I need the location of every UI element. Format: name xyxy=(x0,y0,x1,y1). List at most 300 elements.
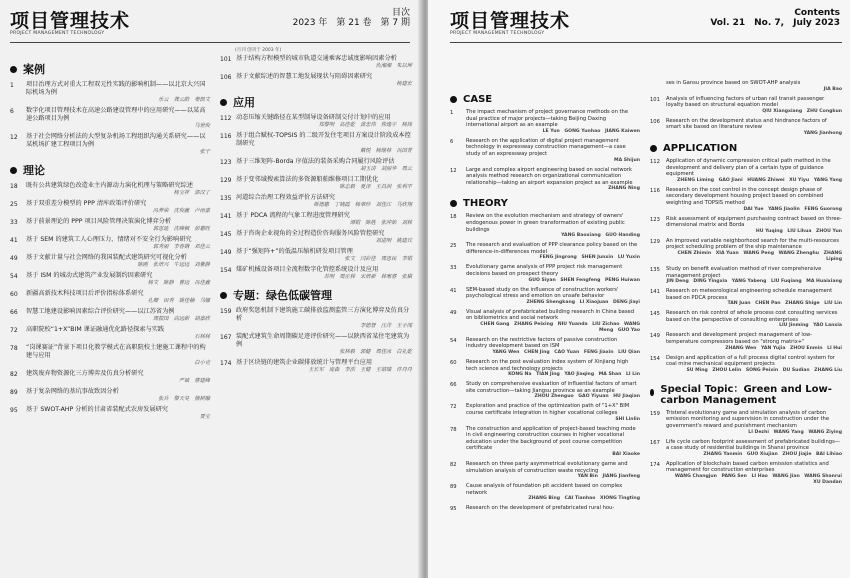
page-number: 154 xyxy=(220,267,232,274)
article-title: Risk assessment of equipment purchasing contract based on three-dimensional matrix and Borda xyxy=(666,215,842,229)
header-rule xyxy=(10,42,410,43)
article-title: The impact mechanism of project governance methods on the dual practice of major projects—taking Beijing Daxing international airport as an example xyxy=(466,109,629,129)
entry-text xyxy=(236,359,412,374)
right-page xyxy=(428,0,850,578)
entry-text xyxy=(666,216,842,235)
toc-entry[interactable] xyxy=(10,81,210,104)
toc-entry[interactable] xyxy=(220,176,412,191)
page-number: 49 xyxy=(10,255,18,262)
article-authors: 杨建宏 xyxy=(396,81,412,87)
section-title: CASE xyxy=(463,94,493,105)
article-title: Research on risk control of whole process cost consulting services based on the perspective of consulting enterprises xyxy=(666,310,838,323)
toc-entry[interactable] xyxy=(650,460,847,486)
toc-entry[interactable] xyxy=(220,194,412,209)
article-authors: 郭秀丽 李春娥 邓佳云 xyxy=(152,244,210,250)
page-number: 66 xyxy=(10,309,18,316)
section-title: APPLICATION xyxy=(663,142,738,154)
article-title: 基于变邻域搜索算法的多资源船舶维修项目工期优化 xyxy=(236,176,379,183)
page-number: 154 xyxy=(650,355,660,362)
article-title: Tristeral evolutionary game and simulation analysis of carbon emission monitoring and supervision in construction under the government's reward and punishment mechanism xyxy=(666,409,830,430)
entry-text xyxy=(26,388,210,403)
page-number: 101 xyxy=(650,96,660,103)
article-title: 基于 SWOT-AHP 分析的甘肃省装配式农房发展研究 xyxy=(26,406,168,413)
article-title: Research on the development of prefabricated rural hou- xyxy=(466,505,615,512)
article-authors: 张宁 xyxy=(199,149,210,155)
article-authors: WANG Changjun PANG Sen LI Hao WANG Jian WANG Shanrui XU Dandan xyxy=(674,474,847,485)
entry-text xyxy=(466,426,640,458)
right-column-2 xyxy=(650,80,847,489)
page-number: 129 xyxy=(650,238,660,245)
article-authors: 冯养荣 沈俊鑫 卢雨嘉 xyxy=(152,208,210,214)
left-column-2 xyxy=(220,55,412,377)
article-authors: 石林林 xyxy=(194,334,210,340)
section-heading xyxy=(220,94,412,110)
page-number: 89 xyxy=(10,389,18,396)
article-authors: SU Ming ZHOU Lelin SONG Peixin DU Sudian ZHANG Liu xyxy=(686,367,842,373)
article-authors: ZHENG Shengkang LI Xiaojuan DENG Jiayi xyxy=(526,299,640,305)
article-title: 基于文献综述的智慧工地发展现状与阻碍因素研究 xyxy=(236,73,373,80)
toc-entry[interactable] xyxy=(220,266,412,281)
article-title: 基于前景理论的 PPP 项目风险管理决策演化博弈分析 xyxy=(26,218,172,225)
article-authors: 戴悦 杨继林 冯国菁 xyxy=(360,148,412,154)
article-title: Visual analysis of prefabricated building research in China based on bibliometrics and social network xyxy=(466,308,635,322)
article-authors: CHEN Zhimin XIA Yuan WANG Peng WANG Zhenghu ZHANG Liping xyxy=(677,250,842,262)
article-title: Research and development project management of low-temperature compressors based on "strong matrix+" xyxy=(666,332,813,346)
article-authors: FENG Jingrong SHEN Junxin LU Yuxin xyxy=(539,255,640,261)
toc-entry[interactable] xyxy=(450,213,640,239)
entry-text xyxy=(466,287,640,306)
article-authors: 白小克 xyxy=(194,360,210,366)
bullet-icon xyxy=(450,96,457,103)
article-title: 基于复杂网络的基坑事故致因分析 xyxy=(26,388,119,395)
right-column-1 xyxy=(450,88,640,515)
toc-entry[interactable] xyxy=(10,290,210,305)
article-authors: 张林毅 郭健 周佳冰 白礼乾 xyxy=(339,349,412,355)
page-number: 49 xyxy=(450,309,457,316)
article-authors: ZHENG Liming GAO Jiani HUANG Zhiwei XU Yiyu YANG Yang xyxy=(677,177,842,183)
entry-text xyxy=(466,461,640,480)
article-authors: ZHANG Bing CAI Tianhao XIONG Tingting xyxy=(528,496,640,502)
entry-text xyxy=(236,333,412,356)
toc-entry[interactable] xyxy=(10,344,210,367)
article-title: Study on comprehensive evaluation of influential factors of smart site construction—taking Jiangsu province as an example xyxy=(466,381,637,394)
toc-entry[interactable] xyxy=(450,264,640,283)
entry-text xyxy=(666,80,842,93)
article-authors: 刘进明 姚建宾 xyxy=(375,238,412,244)
section-heading xyxy=(650,143,842,154)
page-number: 145 xyxy=(650,311,660,318)
contents-title: Contents xyxy=(794,8,840,18)
section-heading xyxy=(10,162,210,178)
entry-text xyxy=(26,344,210,367)
article-title: 基于文献计量与社会网络的我国装配式建筑研究可视化分析 xyxy=(26,254,187,261)
toc-entry[interactable] xyxy=(220,55,412,70)
article-title: 智慧工地建设影响因素综合评价研究——以江苏省为例 xyxy=(26,308,175,315)
toc-entry[interactable] xyxy=(220,73,412,88)
article-authors: MA Shijun xyxy=(614,157,640,163)
entry-text xyxy=(236,132,412,155)
toc-entry[interactable] xyxy=(10,370,210,385)
article-title: “岗课赛证”背景下项目化教学模式在高职院校土建施工课程中的构建与应用 xyxy=(26,344,206,359)
article-authors: 谭娟 陈胜 张冲焰 刘林 xyxy=(349,220,412,226)
article-title: Research on the post evaluation index system of Xinjiang high tech science and technology projects xyxy=(466,359,629,372)
section-title: THEORY xyxy=(463,198,508,210)
section-heading xyxy=(650,380,842,406)
article-authors: GUO Siyan SHEN Fengfeng PENG Huiwan xyxy=(528,277,640,283)
bullet-icon xyxy=(650,145,657,152)
toc-entry[interactable] xyxy=(650,439,842,458)
bullet-icon xyxy=(450,200,457,207)
article-title: 项目治理方式对重大工程双元性实践的影响机制——以北京大兴国际机场为例 xyxy=(26,81,206,96)
toc-entry[interactable] xyxy=(220,230,412,245)
article-title: 基于“强矩阵+”的低温压缩机研发项目管理 xyxy=(236,248,353,255)
article-authors: 贾宝 xyxy=(199,414,210,420)
toc-entry[interactable] xyxy=(220,212,412,227)
section-heading xyxy=(450,94,640,105)
entry-text xyxy=(26,290,210,305)
entry-text xyxy=(666,118,842,137)
section-title: 案例 xyxy=(23,63,45,76)
toc-entry[interactable] xyxy=(650,118,842,137)
entry-text xyxy=(466,213,640,239)
page-number: 6 xyxy=(450,138,454,145)
toc-entry[interactable] xyxy=(450,109,640,135)
article-title: 基于双重差分模型的 PPP 清库政策评价研究 xyxy=(26,200,147,207)
article-authors: 杨文 陈静 曹远 冯佳鑫 xyxy=(147,280,210,286)
entry-text xyxy=(466,381,640,400)
toc-entry[interactable] xyxy=(220,333,412,356)
article-authors: HU Yuqing LIU Lihua ZHOU Yun xyxy=(755,228,842,234)
entry-text xyxy=(236,194,412,209)
article-title: Research on the development status and hindrance factors of smart site based on literature review xyxy=(666,117,827,131)
entry-text xyxy=(236,55,412,70)
entry-text xyxy=(466,337,640,356)
article-title: ses in Gansu province based on SWOT-AHP analysis xyxy=(666,80,801,86)
entry-text xyxy=(466,167,640,193)
article-title: 政府奖惩机制下建筑施工碳排放监测监管三方演化博弈及仿真分析 xyxy=(236,307,410,322)
toc-entry[interactable] xyxy=(450,287,640,306)
article-authors: 胡玉清 刘丽华 周云 xyxy=(360,166,412,172)
article-authors: TAN Juan CHEN Pan ZHANG Shige LIU Lin xyxy=(727,301,842,307)
page-number: 174 xyxy=(650,461,660,468)
page-number: 18 xyxy=(450,214,457,221)
article-title: Application of blockchain based carbon emission statistics and management for construction enterprises xyxy=(666,460,829,474)
toc-entry[interactable] xyxy=(10,182,210,197)
article-authors: JIN Deng DING Yingxia YANG Yabeng LIU Fuqiang MA Huaixiang xyxy=(666,279,842,285)
article-title: The construction and application of project-based teaching mode in civil engineering construction courses in higher vocational education under the background of post course competition certificate xyxy=(466,425,636,452)
toc-entry[interactable] xyxy=(450,138,640,164)
toc-entry[interactable] xyxy=(220,248,412,263)
article-title: Application of dynamic compression critical path method in the development and delivery plan of a certain type of guidance equipment xyxy=(666,157,831,178)
article-authors: 郑黎明 高佳乾 黄忠伟 徐逸宇 杨扬 xyxy=(318,122,412,128)
article-authors: YAN Bin JIANG Jianfeng xyxy=(577,474,640,480)
entry-text xyxy=(26,236,210,251)
left-page xyxy=(0,0,422,578)
entry-text xyxy=(466,505,640,512)
article-authors: LE Yun GONG Yunhao JIANG Kaiwen xyxy=(542,128,640,134)
toc-entry[interactable] xyxy=(450,483,640,502)
toc-entry[interactable] xyxy=(450,337,640,356)
page-number: 78 xyxy=(450,426,457,433)
entry-text xyxy=(666,96,842,115)
toc-title: 目次 xyxy=(391,8,410,18)
toc-entry[interactable] xyxy=(220,359,412,374)
article-title: The research and evaluation of PPP clearance policy based on the difference-in-differences model xyxy=(466,242,638,255)
page-number: 12 xyxy=(10,134,18,141)
article-title: 基于咨询企业视角的全过程造价咨询服务风险管控研究 xyxy=(236,230,385,237)
entry-text xyxy=(236,230,412,245)
toc-entry[interactable] xyxy=(650,266,842,285)
page-number: 141 xyxy=(650,289,660,296)
article-title: 基于 SEM 的建筑工人心理压力、情绪对不安全行为影响研究 xyxy=(26,236,192,243)
toc-entry[interactable] xyxy=(10,218,210,233)
article-title: Analysis of influencing factors of urban rail transit passenger loyalty based on structural equation model xyxy=(666,95,825,109)
entry-text xyxy=(26,272,210,287)
toc-entry[interactable] xyxy=(450,309,640,334)
entry-text xyxy=(236,158,412,173)
article-title: Research on the cost control in the concept design phase of secondary development housing project based on combined weighting and TOPSIS method xyxy=(666,186,824,206)
entry-text xyxy=(466,309,640,334)
toc-entry[interactable] xyxy=(10,308,210,323)
toc-entry[interactable] xyxy=(220,132,412,155)
page-number: 116 xyxy=(650,187,660,194)
contents-header xyxy=(710,8,840,28)
toc-entry[interactable] xyxy=(650,216,842,235)
journal-logo-subtitle: PROJECT MANAGEMENT TECHNOLOGY xyxy=(450,31,545,36)
page-number: 41 xyxy=(450,287,457,294)
article-authors: 郭思延 沈峰枫 彭惠旺 xyxy=(152,226,210,232)
header-rule xyxy=(450,42,842,43)
article-authors: 陈刚 张培兴 牛远远 刘紫静 xyxy=(137,262,210,268)
bullet-icon xyxy=(220,99,227,106)
article-authors: CHEN Gang ZHANG Peixing NIU Yuanda LIU Zichao WANG Meng GUO Yao xyxy=(480,321,640,333)
article-title: 建筑废弃物资源化三方博弈及仿真分析研究 xyxy=(26,370,144,377)
entry-text xyxy=(666,460,847,486)
entry-text xyxy=(666,288,842,307)
article-title: 基于区块链的建筑企业碳排放统计与管理平台应用 xyxy=(236,359,373,366)
article-authors: BAI Xiaoke xyxy=(612,452,640,457)
toc-entry[interactable] xyxy=(10,326,210,341)
article-authors: 斯德惠 丁晓霞 杨翠珍 刘佳江 马欣翔 xyxy=(313,202,412,208)
article-title: Life cycle carbon footprint assessment of prefabricated buildings—a case study of residential buildings in Shanxi province xyxy=(666,438,840,452)
article-title: 数字化项目管理技术在高速公路建设管理中的应用研究——以某高速公路项目为例 xyxy=(26,107,206,122)
entry-text xyxy=(236,212,412,227)
issue-info: 2023 年 第 21 卷 第 7 期 xyxy=(292,18,410,28)
entry-text xyxy=(666,266,842,285)
journal-logo-subtitle: PROJECT MANAGEMENT TECHNOLOGY xyxy=(10,31,105,36)
article-title: Cause analysis of foundation pit accident based on complex network xyxy=(466,483,623,496)
entry-text xyxy=(466,264,640,283)
article-authors: KONG Na TIAN Jing YAO Jiaqing MA Shan LI Lin xyxy=(508,372,640,378)
article-title: 装配式建筑生命周期碳足迹评价研究——以陕西省某住宅建筑为例 xyxy=(236,333,410,348)
page-number: 60 xyxy=(10,291,18,298)
page-number: 1 xyxy=(10,82,14,89)
article-title: 动态压缩关键路径在某型制导设备研制交付计划中的应用 xyxy=(236,114,391,121)
toc-entry[interactable] xyxy=(450,403,640,422)
page-number: 54 xyxy=(10,273,18,280)
page-number: 167 xyxy=(220,334,232,341)
page-number: 78 xyxy=(10,345,18,352)
toc-entry[interactable] xyxy=(10,388,210,403)
toc-entry[interactable] xyxy=(10,254,210,269)
bullet-icon xyxy=(220,292,227,299)
article-title: Review on the evolution mechanism and strategy of owners' endogenous power in green transformation of existing public buildings xyxy=(466,213,625,233)
article-title: 高职院校“1+X”BIM 课证融通优化路径探索与实践 xyxy=(26,326,165,333)
article-title: Large and complex airport engineering based on social network analysis method research on organizational communication relationship—taking an airport expansion project as an example xyxy=(466,166,633,186)
toc-entry[interactable] xyxy=(650,310,842,329)
entry-text xyxy=(466,359,640,378)
article-authors: 张兵 黎天昊 熊树融 xyxy=(158,396,210,402)
entry-text xyxy=(26,200,210,215)
article-title: Evolutionary game analysis of PPP project risk management decisions based on prospect theory xyxy=(466,264,623,277)
section-title: Special Topic：Green and Low-carbon Management xyxy=(660,383,832,406)
page-number: 25 xyxy=(10,201,18,208)
toc-entry[interactable] xyxy=(220,158,412,173)
toc-entry[interactable] xyxy=(650,355,842,374)
article-authors: 孔卿 田秀 姚佳楠 马娜 xyxy=(147,298,210,304)
article-authors: QIU Xiangxiang ZHU Congkun xyxy=(762,108,842,114)
page-number: 89 xyxy=(450,484,457,491)
article-title: 基于三维矩阵-Borda 序值法的装备采购合同履行风险评估 xyxy=(236,158,395,165)
entry-text xyxy=(236,73,412,88)
page-number: 95 xyxy=(450,506,457,513)
page-number: 101 xyxy=(220,56,232,63)
article-authors: 乐云 龚云皓 姜凯文 xyxy=(158,97,210,103)
article-title: Research on the restrictive factors of passive construction industry development based on ISM xyxy=(466,336,618,350)
article-authors: ZHANG Yanmin GUO Xiujian ZHOU Jiajie BAI Lihiao xyxy=(703,451,842,457)
article-authors: 王长军 庞森 李浩 王健 王婧瑞 许丹丹 xyxy=(308,367,412,373)
entry-text xyxy=(26,81,210,104)
toc-entry[interactable] xyxy=(650,158,842,184)
article-title: Research on three party asymmetrical evolutionary game and simulation analysis of construction waste recycling xyxy=(466,461,628,474)
entry-text xyxy=(666,310,842,329)
toc-entry[interactable] xyxy=(10,133,210,156)
page-number: 82 xyxy=(450,462,457,468)
page-number: 112 xyxy=(650,158,660,165)
entry-text xyxy=(26,308,210,323)
toc-entry[interactable] xyxy=(450,381,640,400)
page-number: 167 xyxy=(650,439,660,446)
entry-text xyxy=(666,355,842,374)
article-title: Research on meteorological engineering schedule management based on PDCA process xyxy=(666,288,833,301)
section-heading xyxy=(450,198,640,209)
entry-text xyxy=(466,138,640,164)
entry-text xyxy=(26,133,210,156)
article-authors: YANG Baoxiang GUO Handing xyxy=(561,233,640,239)
toc-entry[interactable] xyxy=(650,332,842,351)
section-title: 应用 xyxy=(233,96,255,109)
page-number: 41 xyxy=(10,237,18,244)
page-number: 149 xyxy=(650,333,660,340)
entry-text xyxy=(466,242,640,261)
issue-info: Vol. 21 No. 7, July 2023 xyxy=(710,18,840,28)
toc-entry[interactable] xyxy=(650,80,842,93)
entry-text xyxy=(236,307,412,330)
entry-text xyxy=(236,176,412,191)
article-title: 基于组合赋权-TOPSIS 的二级开发住宅项目方案设计阶段成本控制研究 xyxy=(236,132,411,147)
article-title: Study on benefit evaluation method of river comprehensive management project xyxy=(666,265,822,279)
toc-entry[interactable] xyxy=(10,406,210,421)
toc-entry[interactable] xyxy=(450,167,640,193)
entry-text xyxy=(666,439,842,458)
toc-entry[interactable] xyxy=(450,242,640,261)
toc-entry[interactable] xyxy=(450,359,640,378)
toc-entry[interactable] xyxy=(10,107,210,130)
toc-entry[interactable] xyxy=(220,307,412,330)
toc-entry[interactable] xyxy=(450,505,640,512)
toc-entry[interactable] xyxy=(650,238,842,263)
page-number: 116 xyxy=(220,133,232,140)
page-number: 66 xyxy=(450,382,457,389)
entry-text xyxy=(666,238,842,263)
page-number: 106 xyxy=(650,118,660,125)
entry-text xyxy=(666,158,842,184)
entry-text xyxy=(26,406,210,421)
toc-entry[interactable] xyxy=(650,187,842,213)
page-number: 159 xyxy=(220,308,232,315)
entry-text xyxy=(666,410,842,436)
toc-entry[interactable] xyxy=(450,426,640,458)
article-title: 既有公共建筑绿色改造业主内源动力演化机理与策略研究综述 xyxy=(26,182,194,189)
page-number: 33 xyxy=(450,265,457,272)
section-title: 理论 xyxy=(23,164,45,177)
article-authors: SHI Linlin xyxy=(615,416,640,422)
toc-entry[interactable] xyxy=(10,236,210,251)
entry-text xyxy=(466,403,640,422)
article-title: 煤矿机械设备项目全流程数字化管控系统设计及应用 xyxy=(236,266,379,273)
article-title: 新疆高新技术科技项目后评价指标体系研究 xyxy=(26,290,144,297)
page-number: 6 xyxy=(10,108,14,115)
section-heading xyxy=(10,61,210,77)
journal-logo: 项目管理技术 xyxy=(10,10,131,32)
toc-entry[interactable] xyxy=(10,272,210,287)
bullet-icon xyxy=(650,389,654,396)
toc-entry[interactable] xyxy=(650,410,842,436)
page-number: 33 xyxy=(10,219,18,226)
left-column-1 xyxy=(10,55,210,424)
toc-header xyxy=(293,8,410,28)
bullet-icon xyxy=(10,66,17,73)
article-authors: ZHANG Ning xyxy=(608,186,640,192)
article-title: 基于 PDCA 流程的气象工程进度管理研究 xyxy=(236,212,350,219)
article-title: 基于结构方程模型的城市轨道交通乘客忠诚度影响因素分析 xyxy=(236,55,397,62)
page-number: 145 xyxy=(220,231,232,238)
article-authors: 张文 闫彩佳 周思民 李娟 xyxy=(344,256,412,262)
entry-text xyxy=(466,109,640,135)
toc-entry[interactable] xyxy=(10,200,210,215)
article-authors: ZHOU Zhenguo GAO Yiyuan HU Jiaqian xyxy=(534,394,640,400)
publication-note: (月刊 创刊于 2003 年) xyxy=(235,48,282,53)
page-number: 112 xyxy=(220,115,232,122)
article-title: SEM-based study on the influence of construction workers' psychological stress and emotion on unsafe behavior xyxy=(466,286,619,300)
page-number: 1 xyxy=(450,110,454,116)
page-number: 106 xyxy=(220,74,232,81)
bullet-icon xyxy=(10,167,17,174)
entry-text xyxy=(466,483,640,502)
page-number: 72 xyxy=(450,404,457,411)
toc-entry[interactable] xyxy=(220,114,412,129)
entry-text xyxy=(236,114,412,129)
toc-entry[interactable] xyxy=(650,288,842,307)
article-authors: 严斌 蔡建峰 xyxy=(178,378,210,384)
article-authors: 周振国 高远新 胡嘉欣 xyxy=(152,316,210,322)
article-authors: LIU Jinming YAO Lanxia xyxy=(779,323,842,329)
article-authors: YANG Wen CHEN Jing CAO Yuan FENG Jiaxin LIU Qian xyxy=(492,350,640,356)
page-number: 123 xyxy=(650,216,660,223)
toc-entry[interactable] xyxy=(650,96,842,115)
toc-entry[interactable] xyxy=(450,461,640,480)
journal-logo: 项目管理技术 xyxy=(450,10,571,32)
